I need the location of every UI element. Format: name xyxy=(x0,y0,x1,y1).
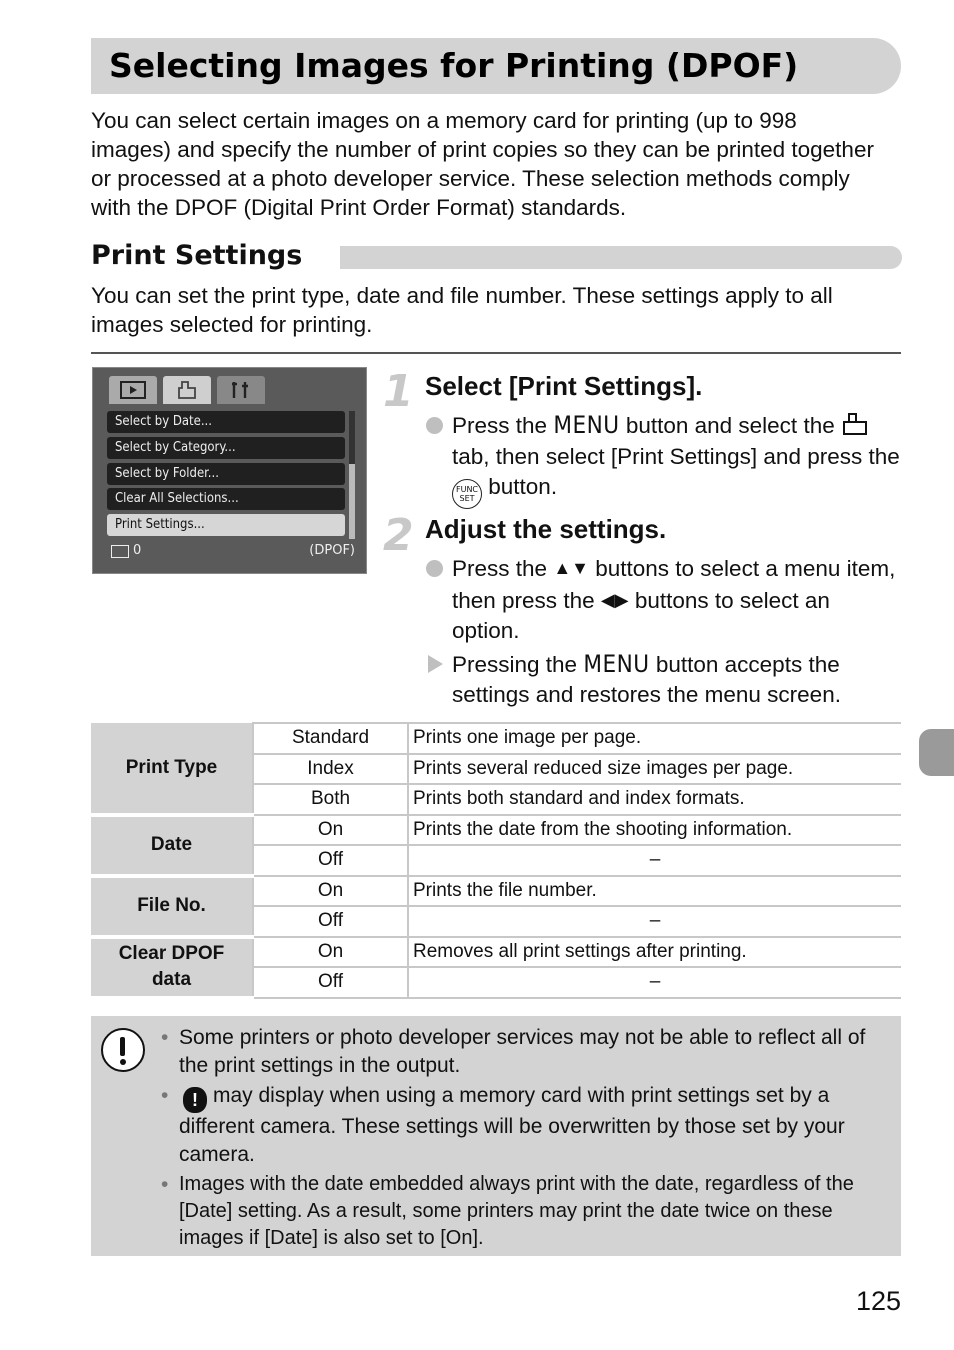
page-title: Selecting Images for Printing (DPOF) xyxy=(109,46,799,85)
step-2-text-e: button accepts the settings and restores the menu screen. xyxy=(452,651,841,707)
caution-box xyxy=(91,1016,901,1256)
table-option: Off xyxy=(253,845,408,876)
step-2-bullet-2 xyxy=(425,649,900,711)
table-row xyxy=(91,937,901,968)
step-2-text-d: Pressing the xyxy=(452,651,578,677)
table-description: Prints both standard and index formats. xyxy=(408,784,901,815)
section-heading: Print Settings xyxy=(91,240,303,271)
table-description: Prints the date from the shooting information. xyxy=(408,815,901,846)
bullet-dot-icon: • xyxy=(161,1084,169,1107)
result-arrow-icon xyxy=(428,655,443,673)
step-2-text-c: buttons to select an option. xyxy=(452,587,830,643)
intro-paragraph: You can select certain images on a memory card for printing (up to 998 images) and specify the number of print copies so they can be printed together or processed at a photo developer service. These selection methods comply with the DPOF (Digital Print Order Format) standards. xyxy=(91,108,874,220)
screen-menu-item-print-settings: Print Settings... xyxy=(107,514,345,536)
table-row xyxy=(91,723,901,754)
image-count: 0 xyxy=(133,543,142,558)
caution-item xyxy=(161,1024,891,1079)
caution-text: Some printers or photo developer services may not be able to reflect all of the print settings in the output. xyxy=(179,1026,866,1077)
table-row xyxy=(91,815,901,846)
print-settings-table xyxy=(91,722,901,1000)
step-1-title: Select [Print Settings]. xyxy=(425,371,703,401)
table-option: On xyxy=(253,876,408,907)
screen-tabs xyxy=(109,376,265,404)
screen-menu-item-clear-all-selections: Clear All Selections... xyxy=(107,488,345,510)
bullet-circle-icon xyxy=(426,417,443,434)
table-option: On xyxy=(253,815,408,846)
table-description: – xyxy=(408,906,901,937)
caution-icon xyxy=(101,1028,145,1072)
screen-menu-item-select-by-category: Select by Category... xyxy=(107,437,345,459)
left-right-arrows-icon: ◀▶ xyxy=(600,589,629,610)
table-description: Prints several reduced size images per page. xyxy=(408,754,901,785)
table-option: On xyxy=(253,937,408,968)
step-1-text-b: button and select the xyxy=(625,413,835,438)
playback-tab-icon xyxy=(109,376,157,404)
title-bar xyxy=(91,38,901,94)
table-group-label: Date xyxy=(91,815,253,876)
print-tab-icon xyxy=(163,376,211,404)
step-number-2: 2 xyxy=(383,510,414,561)
table-description: Prints the file number. xyxy=(408,876,901,907)
screen-scrollbar-thumb xyxy=(349,464,355,539)
func-set-button-icon: FUNC SET xyxy=(452,479,482,509)
screen-menu xyxy=(107,411,345,540)
table-option: Off xyxy=(253,906,408,937)
caution-text: Images with the date embedded always print with the date, regardless of the [Date] setting. As a result, some printers may print the date twice on these images if [Date] is also set to [On]. xyxy=(179,1173,854,1249)
caution-list xyxy=(161,1024,891,1255)
up-down-arrows-icon: ▲▼ xyxy=(553,558,589,578)
screen-menu-item-select-by-date: Select by Date... xyxy=(107,411,345,433)
bullet-dot-icon: • xyxy=(161,1026,169,1049)
page-number: 125 xyxy=(855,1286,901,1316)
exclamation-badge-icon: ! xyxy=(183,1087,207,1113)
table-group-label: Clear DPOF data xyxy=(91,937,253,998)
step-1-body xyxy=(425,410,900,509)
step-2-title: Adjust the settings. xyxy=(425,514,667,544)
caution-item xyxy=(161,1171,891,1252)
table-option: Off xyxy=(253,967,408,998)
camera-screen xyxy=(92,367,367,574)
table-description: – xyxy=(408,845,901,876)
table-option: Index xyxy=(253,754,408,785)
menu-button-icon: MENU xyxy=(583,649,650,678)
caution-text: may display when using a memory card with print settings set by a different camera. These settings will be overwritten by those set by your camera. xyxy=(179,1084,845,1166)
settings-tab-icon xyxy=(217,376,265,404)
section-description: You can set the print type, date and file number. These settings apply to all images selected for printing. xyxy=(91,283,833,337)
step-2-text-a: Press the xyxy=(452,556,548,581)
bullet-circle-icon xyxy=(426,560,443,577)
step-1-text-c: tab, then select [Print Settings] and press the xyxy=(452,443,900,469)
step-1-text-a: Press the xyxy=(452,413,548,438)
step-2-bullet-1 xyxy=(425,553,900,647)
table-description: – xyxy=(408,967,901,998)
print-tab-glyph-icon xyxy=(841,413,869,438)
table-row xyxy=(91,876,901,907)
chapter-side-tab xyxy=(919,729,954,776)
table-description: Prints one image per page. xyxy=(408,723,901,754)
step-1-text-d: button. xyxy=(488,474,558,499)
dpof-label: (DPOF) xyxy=(309,543,355,558)
screen-menu-item-select-by-folder: Select by Folder... xyxy=(107,463,345,485)
table-group-label: File No. xyxy=(91,876,253,937)
table-option: Both xyxy=(253,784,408,815)
image-count-icon xyxy=(111,545,129,558)
section-heading-rule xyxy=(340,246,902,269)
divider xyxy=(91,352,901,354)
bullet-dot-icon: • xyxy=(161,1173,169,1196)
table-group-label: Print Type xyxy=(91,723,253,815)
table-description: Removes all print settings after printing. xyxy=(408,937,901,968)
screen-footer xyxy=(109,542,355,562)
caution-item xyxy=(161,1082,891,1168)
table-option: Standard xyxy=(253,723,408,754)
step-2-text-b: buttons to select a menu item, then press the xyxy=(452,556,896,613)
menu-button-icon: MENU xyxy=(553,411,620,439)
step-number-1: 1 xyxy=(383,366,414,417)
step-2-body xyxy=(425,553,900,711)
step-1-bullet xyxy=(425,410,900,509)
